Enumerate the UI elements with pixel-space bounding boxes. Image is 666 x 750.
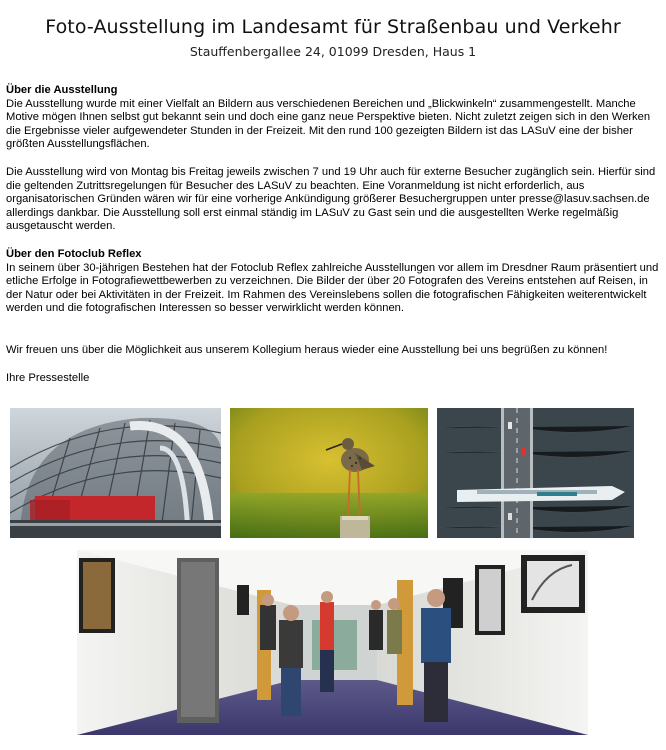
paragraph-exhibition-2: Die Ausstellung wird von Montag bis Freitag jeweils zwischen 7 und 19 Uhr auch für externe Besucher zugänglich sein. Hierfür sind die geltenden Zutrittsregelungen für Besucher des LASuV zu beachten. Eine Voranmeldung ist nicht erforderlich, aus organisatorischen Gründen wären wir für eine vorherige Ankündigung größerer Besuchergruppen unter presse@lasuv.sachsen.de allerdings dankbar. Die Ausstellung soll erst einmal ständig im LASuV zu Gast sein und die ausgestellten Werke regelmäßig ausgetauscht werden. bbox=[6, 165, 656, 233]
photo-train-station bbox=[10, 408, 221, 538]
photo-bridge-ship bbox=[437, 408, 634, 538]
section-heading-club: Über den Fotoclub Reflex bbox=[6, 247, 142, 260]
article-body bbox=[6, 84, 660, 385]
paragraph-exhibition-1: Die Ausstellung wurde mit einer Vielfalt an Bildern aus verschiedenen Bereichen und „Blickwinkeln“ zusammengestellt. Manche Motive mögen Ihnen selbst gut bekannt sein und doch eine ganz neue Perspektive bieten. Nicht zuletzt zeigen sich in den Werken die Ergebnisse vieler aufgewendeter Stunden in der Freizeit. Mit den rund 100 gezeigten Bildern ist das LASuV eine der bisher größten Ausstellungsflächen. bbox=[6, 97, 651, 151]
photo-bird-on-post bbox=[230, 408, 428, 538]
closing-paragraph: Wir freuen uns über die Möglichkeit aus unserem Kollegium heraus wieder eine Ausstellung bei uns begrüßen zu können! bbox=[6, 343, 608, 356]
photo-group-corridor bbox=[77, 550, 588, 735]
page-title: Foto-Ausstellung im Landesamt für Straßenbau und Verkehr bbox=[45, 16, 621, 38]
address-line: Stauffenbergallee 24, 01099 Dresden, Haus 1 bbox=[189, 44, 477, 59]
page-header bbox=[0, 0, 666, 59]
signature: Ihre Pressestelle bbox=[6, 371, 90, 384]
section-heading-exhibition: Über die Ausstellung bbox=[6, 84, 118, 96]
paragraph-club-1: In seinem über 30-jährigen Bestehen hat der Fotoclub Reflex zahlreiche Ausstellungen vor allem im Dresdner Raum präsentiert und etliche Erfolge in Fotografiewettbewerben zu verzeichnen. Die Bilder der über 20 Fotografen des Vereins entstehen auf Reisen, in der Natur oder bei Aktivitäten in der Freizeit. Im Rahmen des Vereinslebens sollen die fotografischen Fähigkeiten weiterentwickelt werden und die fotografischen Interessen so besser verwirklicht werden können. bbox=[6, 261, 659, 315]
